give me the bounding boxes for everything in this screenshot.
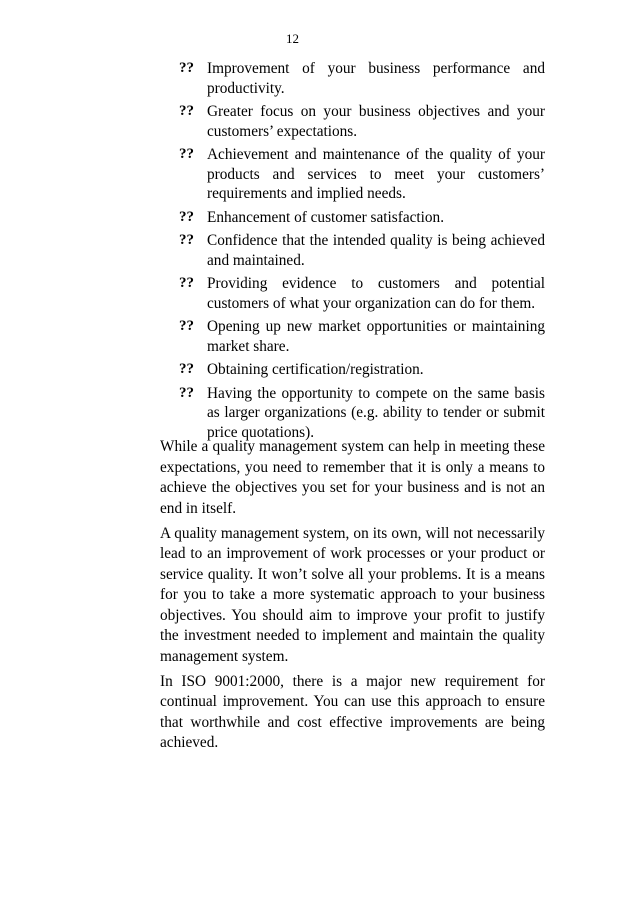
- bullet-marker: ??: [179, 361, 194, 377]
- list-item-text: Obtaining certification/registration.: [207, 361, 424, 378]
- bullet-marker: ??: [179, 60, 194, 76]
- bullet-marker: ??: [179, 275, 194, 291]
- list-item-text: Having the opportunity to compete on the same basis as larger organizations (e.g. ability to tender or submit price quotations).: [207, 384, 545, 441]
- page-number: 12: [286, 31, 299, 46]
- list-item: [179, 102, 545, 141]
- list-item-text: Confidence that the intended quality is being achieved and maintained.: [207, 232, 545, 269]
- list-item: [179, 59, 545, 98]
- list-item-text: Providing evidence to customers and potential customers of what your organization can do for them.: [207, 275, 545, 312]
- bullet-marker: ??: [179, 384, 194, 401]
- list-item-text: Greater focus on your business objectives and your customers’ expectations.: [207, 103, 545, 140]
- bullet-marker: ??: [179, 318, 194, 334]
- list-item: [179, 145, 545, 204]
- list-item: [179, 384, 545, 443]
- list-item: [179, 360, 545, 380]
- paragraph: In ISO 9001:2000, there is a major new requirement for continual improvement. You can use this approach to ensure that worthwhile and cost effective improvements are being achieved.: [160, 672, 545, 751]
- list-item: [179, 317, 545, 356]
- bullet-marker: ??: [179, 146, 194, 162]
- paragraph: While a quality management system can help in meeting these expectations, you need to remember that it is only a means to achieve the objectives you set for your business and is not an end in itself.: [160, 438, 545, 517]
- bullet-marker: ??: [179, 232, 194, 248]
- list-item-text: Opening up new market opportunities or maintaining market share.: [207, 318, 545, 355]
- list-item-text: Improvement of your business performance and productivity.: [207, 60, 545, 97]
- body-text: [160, 437, 545, 758]
- paragraph: A quality management system, on its own, will not necessarily lead to an improvement of work processes or your product or service quality. It won’t solve all your problems. It is a means for you to take a more systematic approach to your business objectives. You should aim to improve your profit to justify the investment needed to implement and maintain the quality management system.: [160, 524, 545, 665]
- list-item: [179, 231, 545, 270]
- list-item-text: Enhancement of customer satisfaction.: [207, 208, 445, 226]
- list-item-text: Achievement and maintenance of the quality of your products and services to meet your customers’ requirements and implied needs.: [207, 146, 545, 202]
- list-item: [179, 208, 545, 228]
- list-item: [179, 274, 545, 313]
- benefits-list: [179, 59, 545, 446]
- bullet-marker: ??: [179, 103, 194, 119]
- bullet-marker: ??: [179, 208, 194, 225]
